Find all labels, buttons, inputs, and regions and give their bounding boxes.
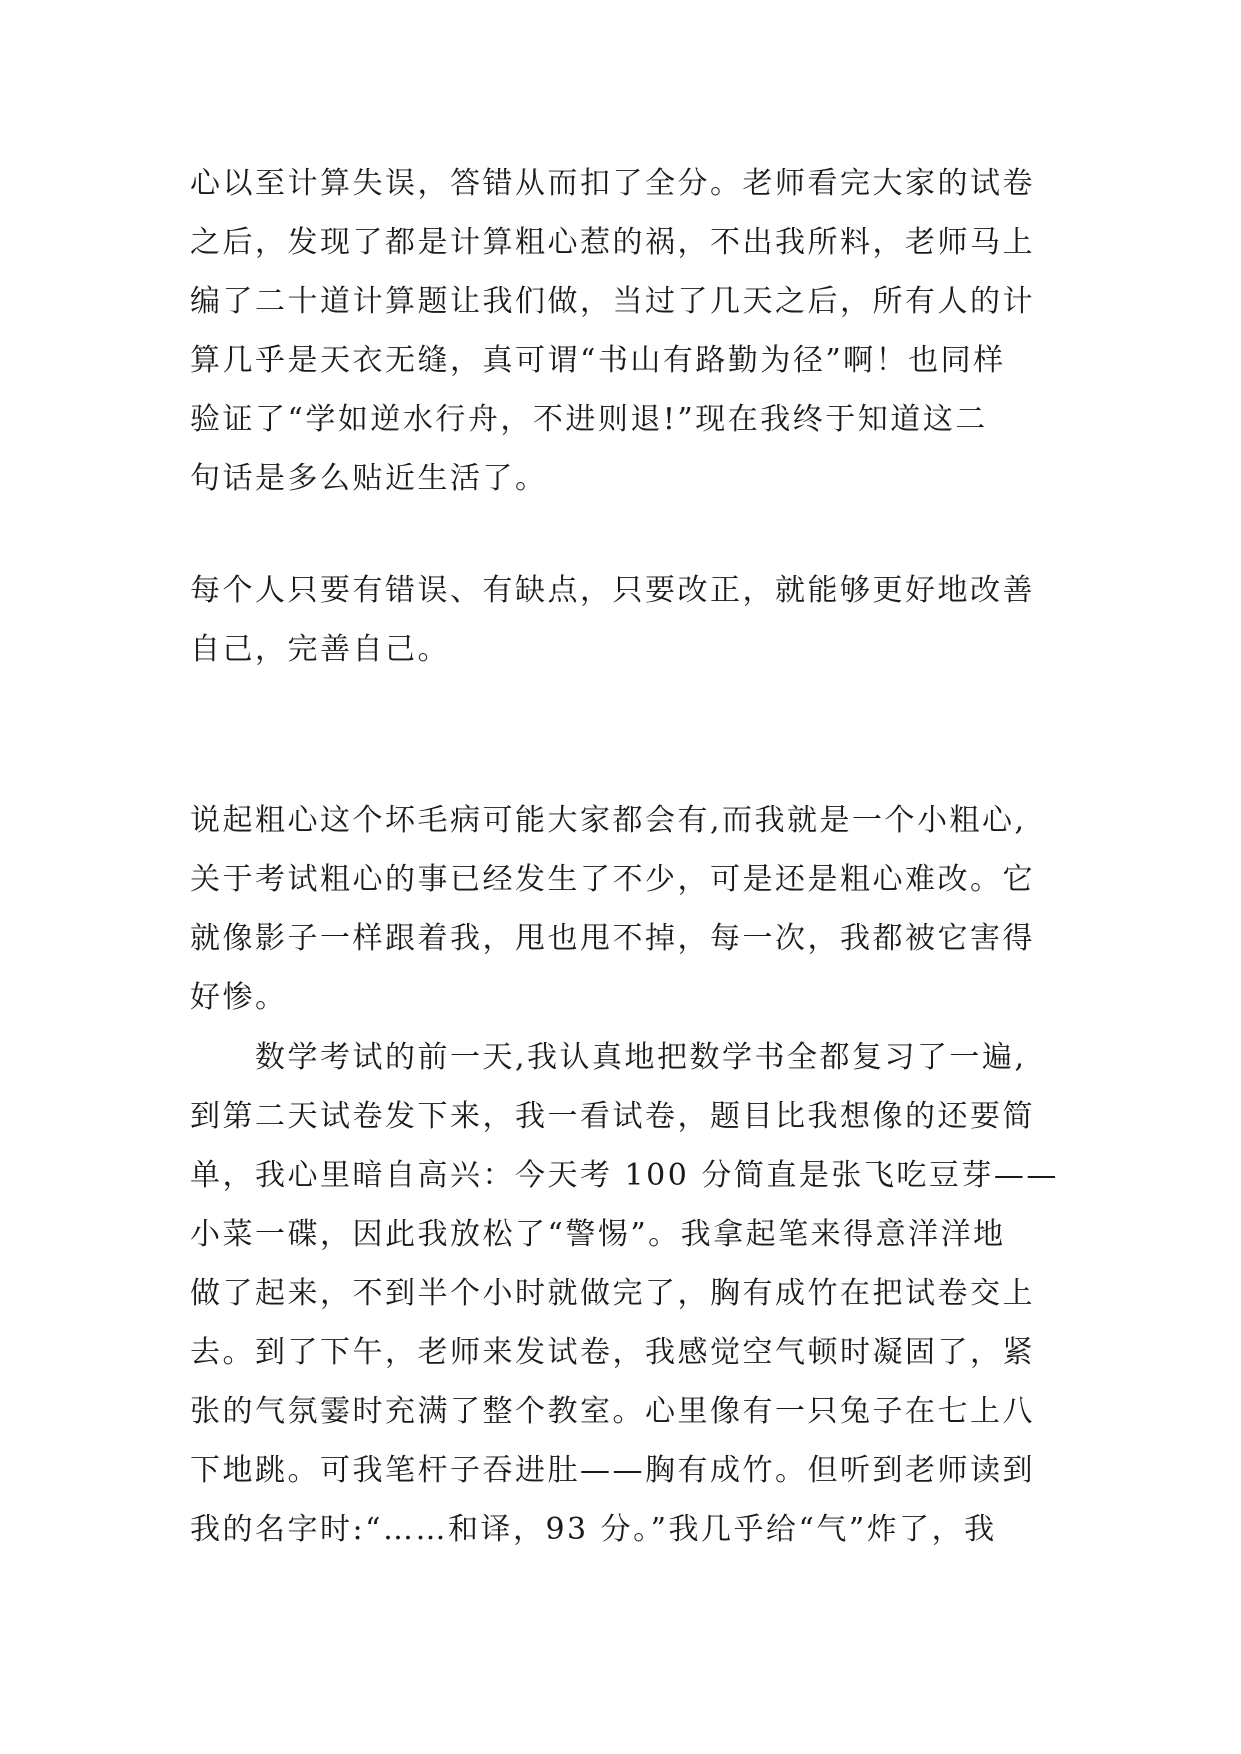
text-line: 编了二十道计算题让我们做，当过了几天之后，所有人的计: [190, 284, 1035, 319]
text-line: 我的名字时:“……和译，93 分。”我几乎给“气”炸了，我: [190, 1512, 997, 1547]
text-line: 验证了“学如逆水行舟，不进则退!”现在我终于知道这二: [190, 402, 988, 437]
text-line: 下地跳。可我笔杆子吞进肚——胸有成竹。但听到老师读到: [190, 1453, 1035, 1488]
text-line: 去。到了下午，老师来发试卷，我感觉空气顿时凝固了，紧: [190, 1335, 1035, 1370]
text-line: 之后，发现了都是计算粗心惹的祸，不出我所料，老师马上: [190, 225, 1035, 260]
text-line: 单，我心里暗自高兴：今天考 100 分简直是张飞吃豆芽——: [190, 1158, 1059, 1193]
text-line: 小菜一碟，因此我放松了“警惕”。我拿起笔来得意洋洋地: [190, 1217, 1006, 1252]
text-line: 关于考试粗心的事已经发生了不少，可是还是粗心难改。它: [190, 862, 1035, 897]
text-line: 自己，完善自己。: [190, 632, 450, 667]
text-line: 到第二天试卷发下来，我一看试卷，题目比我想像的还要简: [190, 1099, 1035, 1134]
paragraph-1: [190, 154, 1060, 508]
text-line: 好惨。: [190, 980, 288, 1015]
text-line: 每个人只要有错误、有缺点，只要改正，就能够更好地改善: [190, 573, 1035, 608]
text-line: 数学考试的前一天,我认真地把数学书全都复习了一遍,: [190, 1040, 1027, 1075]
paragraph-4: [190, 1028, 1060, 1559]
text-line: 就像影子一样跟着我，甩也甩不掉，每一次，我都被它害得: [190, 921, 1035, 956]
text-line: 做了起来，不到半个小时就做完了，胸有成竹在把试卷交上: [190, 1276, 1035, 1311]
text-line: 张的气氛霎时充满了整个教室。心里像有一只兔子在七上八: [190, 1394, 1035, 1429]
paragraph-2: [190, 561, 1060, 679]
text-line: 算几乎是天衣无缝，真可谓“书山有路勤为径”啊！也同样: [190, 343, 1006, 378]
text-line: 说起粗心这个坏毛病可能大家都会有,而我就是一个小粗心,: [190, 803, 1027, 838]
text-line: 心以至计算失误，答错从而扣了全分。老师看完大家的试卷: [190, 166, 1035, 201]
text-line: 句话是多么贴近生活了。: [190, 461, 548, 496]
paragraph-3: [190, 791, 1060, 1027]
